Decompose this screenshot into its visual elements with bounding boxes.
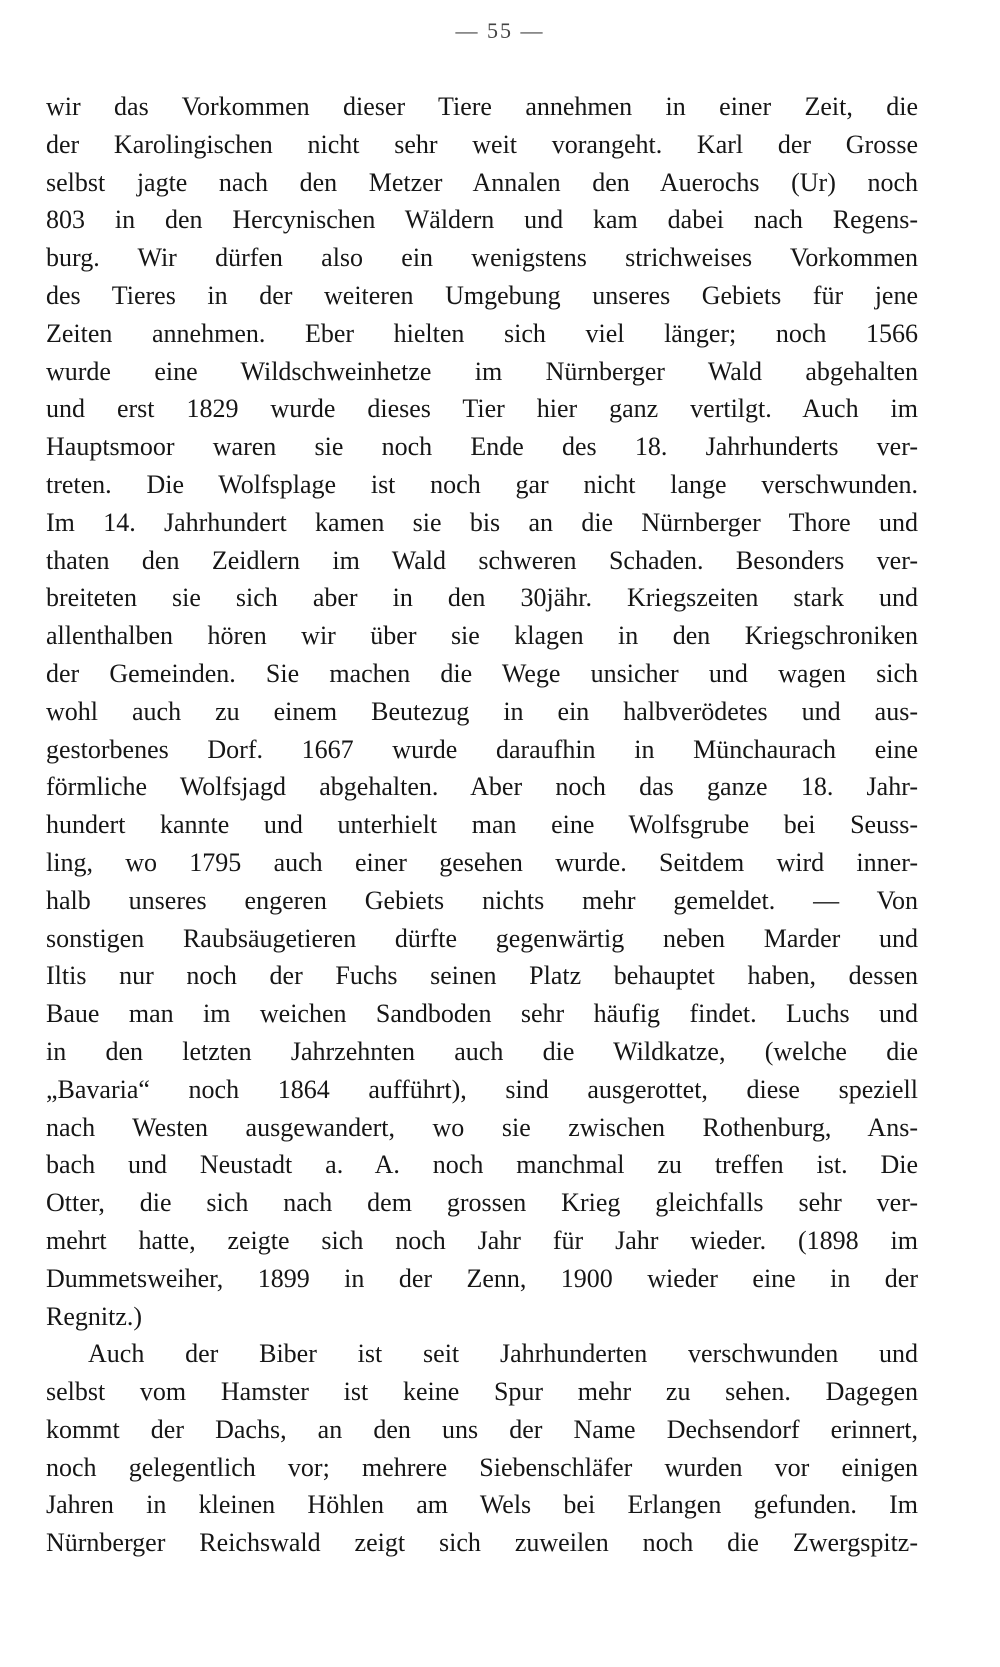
text-line: thaten den Zeidlern im Wald schweren Schaden. Besonders ver- (46, 545, 918, 575)
text-line: förmliche Wolfsjagd abgehalten. Aber noch das ganze 18. Jahr- (46, 772, 918, 802)
text-line: halb unseres engeren Gebiets nichts mehr gemeldet. — Von (46, 885, 918, 915)
text-line: Nürnberger Reichswald zeigt sich zuweilen noch die Zwergspitz- (46, 1528, 918, 1558)
text-line: ling, wo 1795 auch einer gesehen wurde. Seitdem wird inner- (46, 847, 918, 877)
text-line: „Bavaria“ noch 1864 aufführt), sind ausgerottet, diese speziell (46, 1074, 918, 1104)
body-text (46, 88, 918, 1562)
text-line: Regnitz.) (46, 1301, 143, 1331)
text-line: allenthalben hören wir über sie klagen in den Kriegschroniken (46, 621, 918, 651)
text-line: Dummetsweiher, 1899 in der Zenn, 1900 wieder eine in der (46, 1263, 918, 1293)
text-line: Hauptsmoor waren sie noch Ende des 18. Jahrhunderts ver- (46, 432, 918, 462)
paragraph-1 (46, 88, 918, 1335)
text-line: gestorbenes Dorf. 1667 wurde daraufhin in Münchaurach eine (46, 734, 918, 764)
text-line: nach Westen ausgewandert, wo sie zwischen Rothenburg, Ans- (46, 1112, 918, 1142)
text-line: hundert kannte und unterhielt man eine Wolfsgrube bei Seuss- (46, 810, 918, 840)
text-line: Otter, die sich nach dem grossen Krieg gleichfalls sehr ver- (46, 1188, 918, 1218)
text-line: selbst jagte nach den Metzer Annalen den Auerochs (Ur) noch (46, 167, 918, 197)
text-line: wurde eine Wildschweinhetze im Nürnberger Wald abgehalten (46, 356, 918, 386)
page-number: — 55 — (455, 18, 545, 43)
text-line: Iltis nur noch der Fuchs seinen Platz behauptet haben, dessen (46, 961, 918, 991)
text-line: der Gemeinden. Sie machen die Wege unsicher und wagen sich (46, 658, 918, 688)
text-line: Im 14. Jahrhundert kamen sie bis an die Nürnberger Thore und (46, 507, 918, 537)
text-line: burg. Wir dürfen also ein wenigstens strichweises Vorkommen (46, 243, 918, 273)
text-line: noch gelegentlich vor; mehrere Siebenschläfer wurden vor einigen (46, 1452, 918, 1482)
text-line: breiteten sie sich aber in den 30jähr. Kriegszeiten stark und (46, 583, 918, 613)
text-line: Zeiten annehmen. Eber hielten sich viel länger; noch 1566 (46, 318, 918, 348)
text-line: in den letzten Jahrzehnten auch die Wildkatze, (welche die (46, 1036, 918, 1066)
text-line: kommt der Dachs, an den uns der Name Dechsendorf erinnert, (46, 1414, 918, 1444)
paragraph-2 (46, 1335, 918, 1562)
text-line: wir das Vorkommen dieser Tiere annehmen in einer Zeit, die (46, 92, 918, 121)
text-line: wohl auch zu einem Beutezug in ein halbverödetes und aus- (46, 696, 918, 726)
text-line: der Karolingischen nicht sehr weit vorangeht. Karl der Grosse (46, 129, 918, 159)
text-line: Auch der Biber ist seit Jahrhunderten verschwunden und (88, 1339, 918, 1369)
text-line: 803 in den Hercynischen Wäldern und kam dabei nach Regens- (46, 205, 918, 235)
text-line: mehrt hatte, zeigte sich noch Jahr für Jahr wieder. (1898 im (46, 1225, 918, 1255)
text-line: bach und Neustadt a. A. noch manchmal zu treffen ist. Die (46, 1150, 918, 1180)
text-line: des Tieres in der weiteren Umgebung unseres Gebiets für jene (46, 280, 918, 310)
text-line: Jahren in kleinen Höhlen am Wels bei Erlangen gefunden. Im (46, 1490, 918, 1520)
text-line: sonstigen Raubsäugetieren dürfte gegenwärtig neben Marder und (46, 923, 918, 953)
text-line: Baue man im weichen Sandboden sehr häufig findet. Luchs und (46, 999, 918, 1029)
text-line: treten. Die Wolfsplage ist noch gar nicht lange verschwunden. (46, 469, 918, 499)
text-line: selbst vom Hamster ist keine Spur mehr zu sehen. Dagegen (46, 1377, 918, 1407)
text-line: und erst 1829 wurde dieses Tier hier ganz vertilgt. Auch im (46, 394, 918, 424)
